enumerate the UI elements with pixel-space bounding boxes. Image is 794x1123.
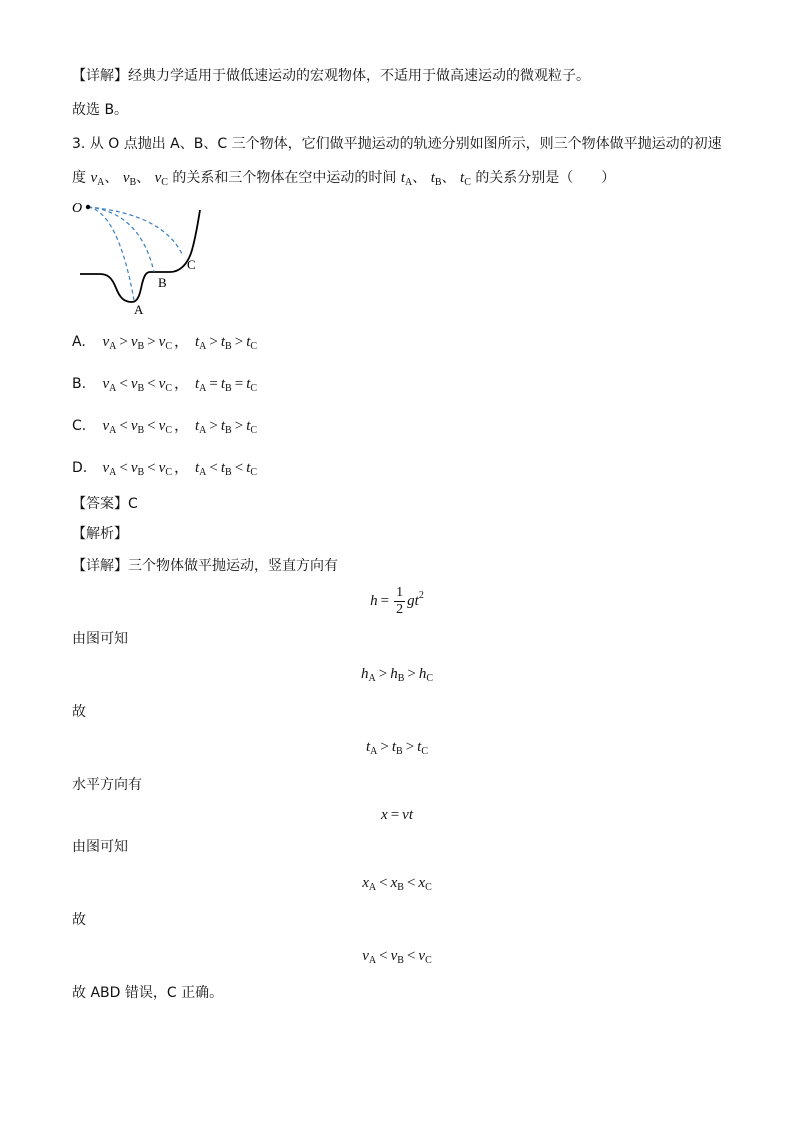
origin-point <box>86 205 90 209</box>
velocity-list: $v_A$ <box>90 170 105 188</box>
therefore-2: 故 <box>72 912 86 928</box>
conclusion: 故 ABD 错误，C 正确。 <box>72 985 224 1001</box>
analysis-heading: 【解析】 <box>72 526 128 542</box>
stem-text-post: 的关系分别是（ ） <box>475 170 616 186</box>
from-figure-1: 由图可知 <box>72 631 128 647</box>
equation-velocities: $v_A < v_B < v_C$ <box>362 948 432 966</box>
from-figure-2: 由图可知 <box>72 839 128 855</box>
horizontal-direction: 水平方向有 <box>72 777 142 793</box>
label-o: O <box>72 201 83 216</box>
stem-text-mid: 的关系和三个物体在空中运动的时间 <box>172 170 397 186</box>
ground-curve <box>80 210 200 302</box>
option-b: B. $v_A < v_B < v_C$ ， $t_A = t_B = t_C$ <box>72 376 258 394</box>
label-b: B <box>158 275 167 290</box>
trajectory-a <box>88 207 134 300</box>
equation-distances: $x_A < x_B < x_C$ <box>362 875 432 893</box>
label-c: C <box>187 257 196 272</box>
equation-x: x = vt <box>381 807 413 823</box>
option-d: D. $v_A < v_B < v_C$ ， $t_A < t_B < t_C$ <box>72 460 258 478</box>
stem-text-pre: 度 <box>72 170 86 186</box>
question-stem-line-2: 度 $v_A$、 $v_B$、 $v_C$ 的关系和三个物体在空中运动的时间 $t_A$、 $t_B$、 $t_C$ 的关系分别是（ ） <box>72 170 616 188</box>
answer: 【答案】C <box>72 496 138 512</box>
sep: 、 <box>104 170 119 186</box>
previous-choice: 故选 B。 <box>72 102 129 118</box>
option-c: C. $v_A < v_B < v_C$ ， $t_A > t_B > t_C$ <box>72 418 258 436</box>
trajectory-figure <box>66 196 216 320</box>
equation-h: h = $\frac{1}{2}$ $gt^2$ <box>370 585 424 617</box>
detail-intro: 【详解】三个物体做平抛运动，竖直方向有 <box>72 558 338 574</box>
trajectory-b <box>88 207 154 272</box>
previous-detail: 【详解】经典力学适用于做低速运动的宏观物体，不适用于做高速运动的微观粒子。 <box>72 68 590 84</box>
equation-heights: $h_A > h_B > h_C$ <box>360 666 433 684</box>
option-a: A. $v_A > v_B > v_C$ ， $t_A > t_B > t_C$ <box>72 334 258 352</box>
time-list: $t_A$ <box>400 170 413 188</box>
equation-times: $t_A > t_B > t_C$ <box>365 739 429 757</box>
question-stem-line-1: 3. 从 O 点抛出 A、B、C 三个物体，它们做平抛运动的轨迹分别如图所示，则三个物体做平抛运动的初速 <box>72 136 722 152</box>
label-a: A <box>134 302 144 317</box>
therefore-1: 故 <box>72 704 86 720</box>
